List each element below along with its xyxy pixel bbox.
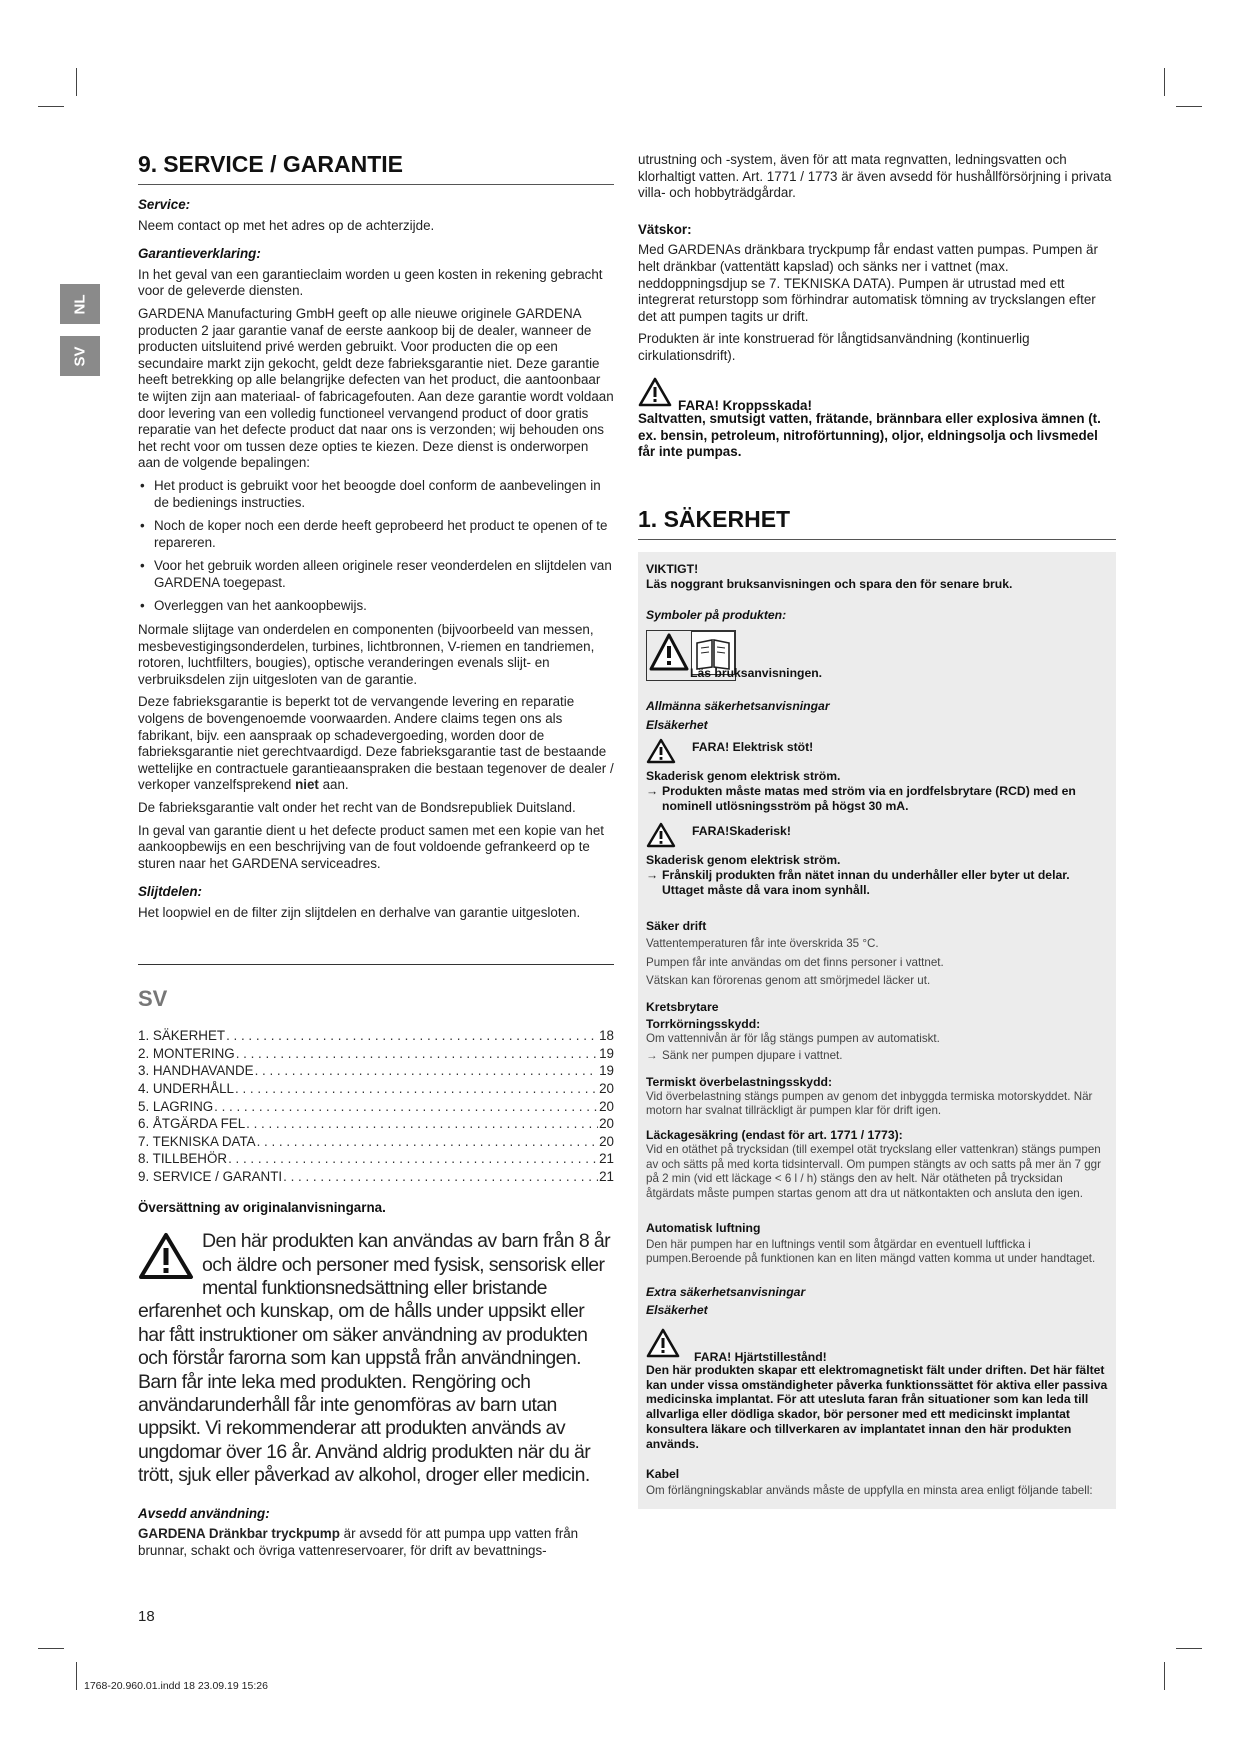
cable-text: Om förlängningskablar används måste de uppfylla en minsta area enligt följande tabell:	[646, 1484, 1093, 1498]
list-item: • Noch de koper noch een derde heeft geprobeerd het product te openen of te repareren.	[138, 518, 614, 551]
vatskor-paragraph-1: Med GARDENAs dränkbara tryckpump får endast vatten pumpas. Pumpen är helt dränkbar (vattentätt kapslad) och sänks ner i vattnet (max. neddoppningsdjup se 7. TEKNISKA DATA). Pumpen är utrustad med ett integrerat returstopp som förhindrar automatisk tömning av tryckslangen efter det att pumpen tagits ur drift.	[638, 242, 1098, 324]
danger-title: FARA! Kroppsskada!	[678, 397, 812, 413]
cable-label: Kabel	[646, 1467, 680, 1482]
arrow-right-icon: →	[646, 1049, 658, 1063]
danger-cardiac-arrest	[646, 1328, 1108, 1363]
general-safety-label: Allmänna säkerhetsanvisningar	[646, 698, 830, 713]
danger-injury-risk	[646, 822, 1108, 853]
thermal-protection-text: Vid överbelastning stängs pumpen av genom det inbyggda termiska motorskyddet. När motorn har svalnat tillräckligt är pumpen klar för drift igen.	[646, 1089, 1093, 1118]
slijtdelen-label: Slijtdelen:	[138, 884, 202, 900]
danger-text: Den här produkten skapar ett elektromagnetiskt fält under driften. Det här fältet kan under vissa omständigheter påverka funktionssättet för aktiva eller passiva medicinska implantat. För att utesluta faran från situationer som kan leda till allvarliga eller dödliga skador, bör personer med ett medicinskt implantat konsultera läkare och tillverkaren av implantatet innan den här produkten används.	[646, 1362, 1108, 1451]
dry-run-text: Om vattennivån är för låg stängs pumpen av automatiskt.	[646, 1032, 940, 1046]
important-text: Läs noggrant bruksanvisningen och spara den för senare bruk.	[646, 576, 1013, 591]
page-number: 18	[138, 1608, 155, 1625]
avsedd-text: GARDENA Dränkbar tryckpump är avsedd för att pumpa upp vatten från brunnar, schakt och övriga vattenreservoarer, för drift av bevattnings-	[138, 1526, 579, 1558]
safe-operation-label: Säker drift	[646, 919, 707, 934]
danger-text: Skaderisk genom elektrisk ström.	[646, 769, 841, 784]
section-divider	[138, 964, 614, 965]
leak-protection-title: Läckagesäkring (endast för art. 1771 / 1773):	[646, 1128, 903, 1143]
circuit-breaker-label: Kretsbrytare	[646, 1000, 719, 1015]
kopie-paragraph: In geval van garantie dient u het defecte product samen met een kopie van het aankoopbewijs en een beschrijving van de fout voldoende gefrankeerd op te sturen naar het GARDENA serviceadres.	[138, 822, 605, 871]
toc-row: 1. SÄKERHET . . . 18	[138, 1027, 614, 1045]
danger-title: FARA! Elektrisk stöt!	[692, 740, 814, 755]
crop-mark-tl-h	[38, 106, 64, 107]
danger-text: Skaderisk genom elektrisk ström.	[646, 853, 841, 868]
left-column	[138, 150, 614, 1565]
warning-triangle-icon	[646, 822, 676, 853]
beperkt-paragraph: Deze fabrieksgarantie is beperkt tot de vervangende levering en reparatie volgens de bovengenoemde voorwaarden. Andere claims tegen ons als fabrikant, bijv. een aanspraak op schadevergoeding, worden door de fabrieksgarantie niet gerechtvaardigd. Deze fabrieksgarantie tast de bestaande wettelijke en contractuele garantieaanspraken die bestaan tegenover de dealer / verkoper vanzelfsprekend niet aan.	[138, 694, 614, 793]
arrow-right-icon: →	[646, 783, 659, 798]
garantie-paragraph-2: GARDENA Manufacturing GmbH geeft op alle nieuwe originele GARDENA producten 2 jaar garantie vanaf de eerste aankoop bij de dealer, wanneer de producten uitsluitend privé werden gebruikt. Voor producten die op een secundaire markt zijn gekocht, geldt deze fabrieksgarantie niet. Deze garantie heeft betrekking op alle belangrijke defecten van het product, die aantoonbaar te wijten zijn aan materiaal- of fabricagefouten. Aan deze garantie wordt voldaan door levering van een volledig functioneel vervangend product of door gratis reparatie van het defecte product dat naar ons is verzonden; wij behouden ons het recht voor om tussen deze opties te kiezen. Deze dienst is onderworpen aan de volgende bepalingen:	[138, 305, 614, 471]
crop-mark-bl-h	[38, 1648, 64, 1649]
crop-mark-tl-v	[76, 68, 77, 96]
leak-protection-text: Vid en otäthet på trycksidan (till exempel otät tryckslang eller vattenkran) stängs pumpen av och sätts på med korta tidsintervall. Om pumpen stängts av och satts på mer än 7 ggr på 2 min (vid ett läckage < 6 l / h) stängs den av helt. När otätheten på trycksidan åtgärdats måste pumpen startas genom att dra ut nätkontakten och ansluta den igen.	[646, 1143, 1101, 1200]
service-label: Service:	[138, 197, 191, 212]
service-heading: 9. SERVICE / GARANTIE	[138, 150, 614, 185]
safety-box	[638, 552, 1116, 1509]
extra-safety-label: Extra säkerhetsanvisningar	[646, 1284, 806, 1299]
operation-line: Pumpen får inte användas om det finns personer i vattnet.	[646, 955, 944, 969]
danger-title: FARA!Skaderisk!	[692, 824, 791, 839]
operation-line: Vätskan kan förorenas genom att smörjmedel läcker ut.	[646, 974, 931, 988]
garantie-paragraph-1: In het geval van een garantieclaim worden u geen kosten in rekening gebracht voor de geleverde diensten.	[138, 266, 603, 299]
avsedd-label: Avsedd användning:	[138, 1505, 270, 1521]
warning-triangle-icon	[138, 1232, 194, 1286]
crop-mark-br-v	[1164, 1662, 1165, 1690]
auto-venting-text: Den här pumpen har en luftnings ventil som åtgärdar en eventuell luftficka i pumpen.Beroende på funktionen kan en liten mängd vatten komma ut under handtaget.	[646, 1237, 1096, 1266]
slijtdelen-text: Het loopwiel en de filter zijn slijtdelen en derhalve van garantie uitgesloten.	[138, 904, 581, 920]
safety-heading: 1. SÄKERHET	[638, 505, 1116, 540]
toc-row: 7. TEKNISKA DATA . . . 20	[138, 1133, 614, 1151]
service-text: Neem contact op met het adres op de achterzijde.	[138, 217, 435, 233]
table-of-contents	[138, 1027, 614, 1185]
crop-mark-bl-v	[76, 1662, 77, 1690]
list-item: • Overleggen van het aankoopbewijs.	[138, 598, 614, 615]
vatskor-paragraph-2: Produkten är inte konstruerad för långtidsanvändning (kontinuerlig cirkulationsdrift).	[638, 331, 1030, 363]
sv-section-title: SV	[138, 985, 168, 1011]
print-slug: 1768-20.960.01.indd 18 23.09.19 15:26	[84, 1680, 268, 1692]
danger-electric-shock	[646, 738, 1108, 769]
garantie-conditions-list	[138, 478, 614, 615]
language-tab-sv: SV	[60, 336, 100, 376]
toc-row: 2. MONTERING . . . 19	[138, 1045, 614, 1063]
toc-row: 4. UNDERHÅLL . . . 20	[138, 1080, 614, 1098]
important-label: VIKTIGT!	[646, 561, 699, 576]
auto-venting-title: Automatisk luftning	[646, 1220, 761, 1235]
danger-text: Saltvatten, smutsigt vatten, frätande, brännbara eller explosiva ämnen (t. ex. bensin, petroleum, nitroförtunning), oljor, eldningsolja och livsmedel får inte pumpas.	[638, 411, 1101, 460]
crop-mark-tr-h	[1176, 106, 1202, 107]
toc-row: 3. HANDHAVANDE . . . 19	[138, 1062, 614, 1080]
danger-body-injury	[638, 377, 1116, 412]
avsedd-continued-text: utrustning och -system, även för att mata regnvatten, ledningsvatten och klorhaltigt vatten. Art. 1771 / 1773 är även avsedd för hushållförsörjning i privata villa- och hobbyträdgårdar.	[638, 152, 1112, 201]
right-column	[638, 152, 1116, 1509]
toc-row: 5. LAGRING . . . 20	[138, 1098, 614, 1116]
toc-row: 8. TILLBEHÖR . . . 21	[138, 1150, 614, 1168]
danger-instruction: → Produkten måste matas med ström via en jordfelsbrytare (RCD) med en nominell utlösningsström på högst 30 mA.	[646, 783, 1076, 813]
list-item: • Voor het gebruik worden alleen originele reser veonderdelen en slijtdelen van GARDENA toegepast.	[138, 558, 614, 591]
warning-triangle-icon	[638, 377, 672, 412]
warning-triangle-icon	[647, 631, 691, 680]
arrow-right-icon: →	[646, 867, 659, 882]
children-warning: Den här produkten kan användas av barn från 8 år och äldre och personer med fysisk, sensorisk eller mental funktionsnedsättning eller bristande erfarenhet och kunskap, om de hålls under uppsikt eller har fått instruktioner om säker användning av produkten och förstår farorna som kan uppstå från användningen. Barn får inte leka med produkten. Rengöring och användarunderhåll får inte genomföras av barn utan uppsikt. Vi rekommenderar att produkten används av ungdomar över 16 år. Använd aldrig produkten när du är trött, sjuk eller påverkad av alkohol, droger eller medicin.	[138, 1230, 611, 1487]
crop-mark-br-h	[1176, 1648, 1202, 1649]
dry-run-instruction: → Sänk ner pumpen djupare i vattnet.	[646, 1049, 843, 1063]
translation-note: Översättning av originalanvisningarna.	[138, 1199, 386, 1215]
danger-title: FARA! Hjärtstillestånd!	[694, 1349, 827, 1364]
danger-instruction: → Frånskilj produkten från nätet innan du underhåller eller byter ut delar. Uttaget måste då vara inom synhåll.	[646, 867, 1070, 897]
vatskor-label: Vätskor:	[638, 221, 692, 237]
toc-row: 9. SERVICE / GARANTI . . . 21	[138, 1168, 614, 1186]
crop-mark-tr-v	[1164, 68, 1165, 96]
operation-line: Vattentemperaturen får inte överskrida 35 °C.	[646, 937, 879, 951]
product-symbols	[646, 630, 1108, 681]
slijtage-paragraph: Normale slijtage van onderdelen en componenten (bijvoorbeeld van messen, mesbevestigingsonderdelen, turbines, lichtbronnen, V-riemen en tandriemen, rotoren, luchtfilters, bougies), optische veranderingen evenals slijt- en verbruiksdelen zijn uitgesloten van de garantie.	[138, 622, 595, 687]
recht-paragraph: De fabrieksgarantie valt onder het recht van de Bondsrepubliek Duitsland.	[138, 800, 576, 815]
electrical-safety-label-2: Elsäkerhet	[646, 1303, 708, 1318]
warning-triangle-icon	[646, 738, 676, 769]
warning-triangle-icon	[646, 1328, 680, 1363]
language-tab-nl: NL	[60, 284, 100, 324]
toc-row: 6. ÅTGÄRDA FEL . . . 20	[138, 1115, 614, 1133]
thermal-protection-title: Termiskt överbelastningsskydd:	[646, 1074, 833, 1089]
garantie-label: Garantieverklaring:	[138, 246, 261, 262]
dry-run-title: Torrkörningsskydd:	[646, 1017, 761, 1032]
electrical-safety-label: Elsäkerhet	[646, 717, 708, 732]
symbols-label: Symboler på produkten:	[646, 607, 787, 622]
read-manual-text: Läs bruksanvisningen.	[690, 666, 823, 681]
list-item: • Het product is gebruikt voor het beoogde doel conform de aanbevelingen in de bedienings instructies.	[138, 478, 614, 511]
